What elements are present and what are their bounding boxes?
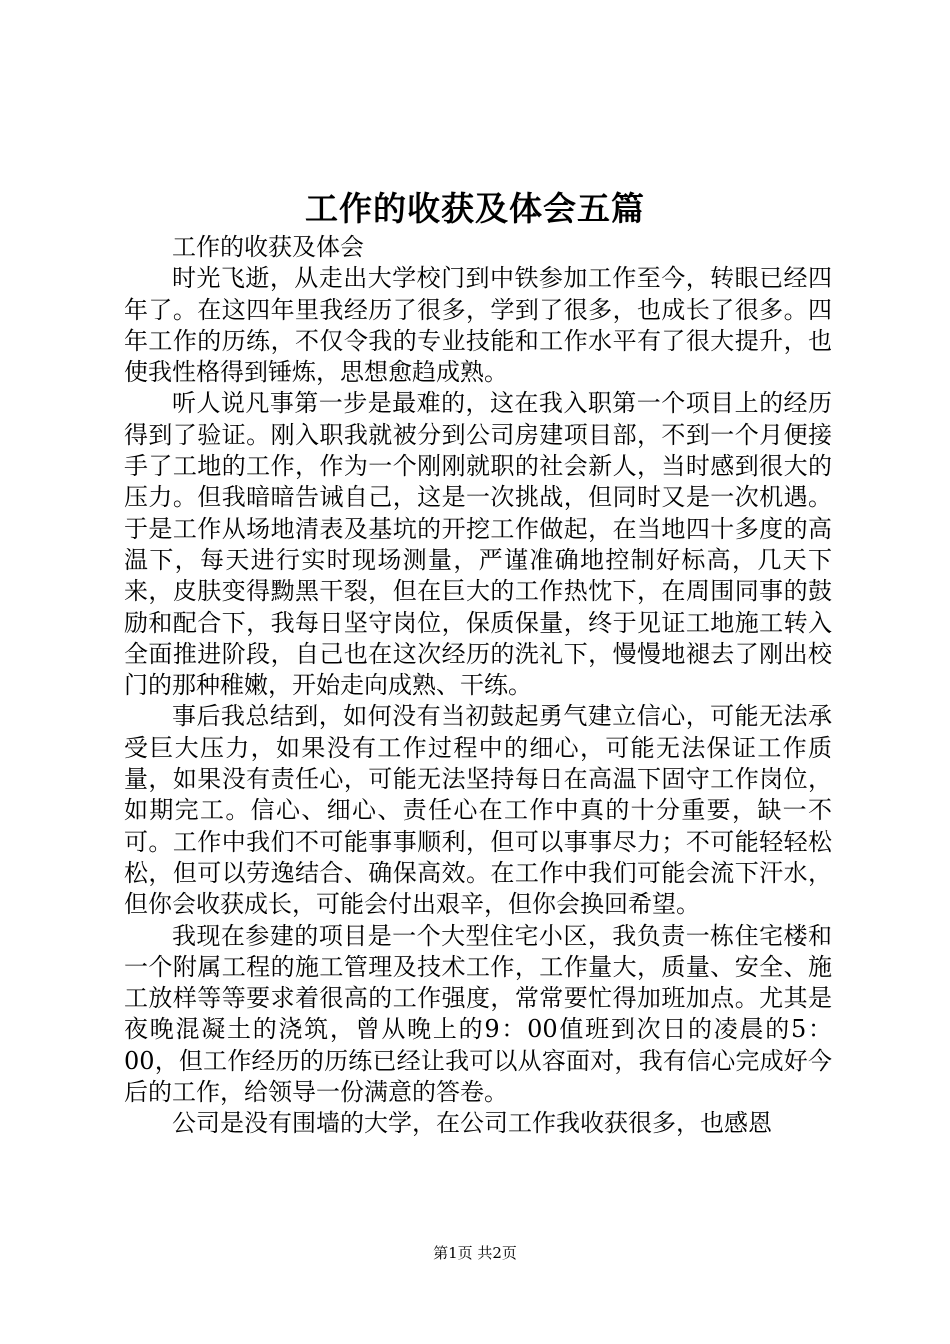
page-footer: 第1页 共2页	[433, 1244, 517, 1262]
paragraph: 公司是没有围墙的大学，在公司工作我收获很多，也感恩	[172, 1109, 772, 1138]
paragraph: 我现在参建的项目是一个大型住宅小区，我负责一栋住宅楼和一个附属工程的施工管理及技术工作，工作量大，质量、安全、施工放样等等要求着很高的工作强度，常常要忙得加班加点。尤其是夜晚混凝土的浇筑，曾从晚上的9：00值班到次日的凌晨的5：00，但工作经历的历练已经让我可以从容面对，我有信心完成好今后的工作，给领导一份满意的答卷。	[124, 921, 832, 1107]
paragraph: 听人说凡事第一步是最难的，这在我入职第一个项目上的经历得到了验证。刚入职我就被分到公司房建项目部，不到一个月便接手了工地的工作，作为一个刚刚就职的社会新人，当时感到很大的压力。但我暗暗告诫自己，这是一次挑战，但同时又是一次机遇。于是工作从场地清表及基坑的开挖工作做起，在当地四十多度的高温下，每天进行实时现场测量，严谨准确地控制好标高，几天下来，皮肤变得黝黑干裂，但在巨大的工作热忱下，在周围同事的鼓励和配合下，我每日坚守岗位，保质保量，终于见证工地施工转入全面推进阶段，自己也在这次经历的洗礼下，慢慢地褪去了刚出校门的那种稚嫩，开始走向成熟、干练。	[124, 389, 832, 700]
subtitle: 工作的收获及体会	[172, 233, 364, 261]
paragraph: 事后我总结到，如何没有当初鼓起勇气建立信心，可能无法承受巨大压力，如果没有工作过程中的细心，可能无法保证工作质量，如果没有责任心，可能无法坚持每日在高温下固守工作岗位，如期完工。信心、细心、责任心在工作中真的十分重要，缺一不可。工作中我们不可能事事顺利，但可以事事尽力；不可能轻轻松松，但可以劳逸结合、确保高效。在工作中我们可能会流下汗水，但你会收获成长，可能会付出艰辛，但你会换回希望。	[124, 702, 832, 919]
document-title: 工作的收获及体会五篇	[305, 189, 645, 228]
paragraph: 时光飞逝，从走出大学校门到中铁参加工作至今，转眼已经四年了。在这四年里我经历了很多，学到了很多，也成长了很多。四年工作的历练，不仅令我的专业技能和工作水平有了很大提升，也使我性格得到锤炼，思想愈趋成熟。	[124, 264, 832, 387]
document-body	[124, 232, 832, 1140]
